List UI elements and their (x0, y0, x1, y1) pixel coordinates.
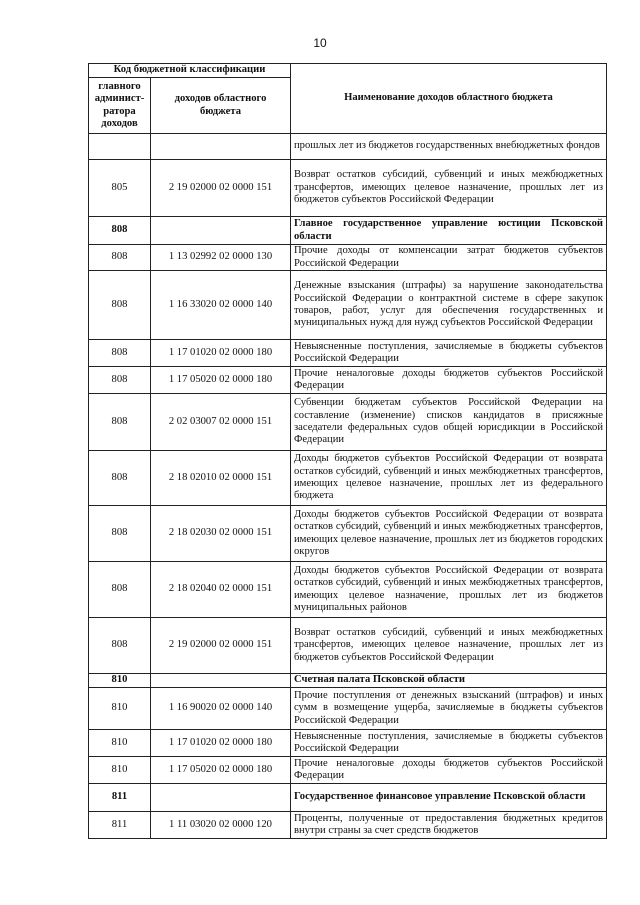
admin-code-cell: 808 (89, 506, 151, 562)
table-row (89, 812, 607, 839)
revenue-code-cell (151, 217, 291, 245)
revenue-code-cell: 2 02 03007 02 0000 151 (151, 394, 291, 451)
admin-code-cell: 808 (89, 562, 151, 618)
revenue-name-cell: Государственное финансовое управление Псковской области (291, 784, 607, 812)
revenue-code-cell (151, 134, 291, 160)
table-row (89, 271, 607, 340)
revenue-name-cell: Возврат остатков субсидий, субвенций и иных межбюджетных трансфертов, имеющих целевое назначение, прошлых лет из бюджетов субъектов Российской Федерации (291, 160, 607, 217)
revenue-name-cell: Проценты, полученные от предоставления бюджетных кредитов внутри страны за счет средств бюджетов (291, 812, 607, 839)
admin-code-cell: 808 (89, 394, 151, 451)
revenue-name-cell: Доходы бюджетов субъектов Российской Федерации от возврата остатков субсидий, субвенций и иных межбюджетных трансфертов, имеющих целевое назначение, прошлых лет из бюджетов городских округов (291, 506, 607, 562)
revenue-code-cell: 2 19 02000 02 0000 151 (151, 618, 291, 674)
page-number: 10 (313, 36, 327, 50)
revenue-name-cell: Прочие неналоговые доходы бюджетов субъектов Российской Федерации (291, 367, 607, 394)
admin-code-cell: 808 (89, 217, 151, 245)
revenue-code-cell: 2 18 02040 02 0000 151 (151, 562, 291, 618)
table-row (89, 134, 607, 160)
admin-code-cell: 808 (89, 340, 151, 367)
revenue-code-cell: 2 18 02030 02 0000 151 (151, 506, 291, 562)
admin-code-cell: 810 (89, 688, 151, 730)
revenue-code-cell: 1 11 03020 02 0000 120 (151, 812, 291, 839)
table-row (89, 245, 607, 271)
revenue-code-cell: 1 17 01020 02 0000 180 (151, 730, 291, 757)
revenue-name-cell: Главное государственное управление юстиции Псковской области (291, 217, 607, 245)
admin-code-cell: 808 (89, 367, 151, 394)
revenue-name-cell: прошлых лет из бюджетов государственных внебюджетных фондов (291, 134, 607, 160)
revenue-code-cell: 1 17 05020 02 0000 180 (151, 757, 291, 784)
revenue-name-cell: Доходы бюджетов субъектов Российской Федерации от возврата остатков субсидий, субвенций и иных межбюджетных трансфертов, имеющих целевое назначение, прошлых лет из бюджетов муниципальных районов (291, 562, 607, 618)
table-row (89, 217, 607, 245)
revenue-name-cell: Возврат остатков субсидий, субвенций и иных межбюджетных трансфертов, имеющих целевое назначение, прошлых лет из бюджетов субъектов Российской Федерации (291, 618, 607, 674)
table-row (89, 618, 607, 674)
admin-code-cell (89, 134, 151, 160)
table-row (89, 394, 607, 451)
revenue-name-cell: Невыясненные поступления, зачисляемые в бюджеты субъектов Российской Федерации (291, 730, 607, 757)
revenue-name-cell: Счетная палата Псковской области (291, 674, 607, 688)
table-row (89, 506, 607, 562)
revenue-name-cell: Денежные взыскания (штрафы) за нарушение законодательства Российской Федерации о контрактной системе в сфере закупок товаров, работ, услуг для обеспечения государственных и муниципальных нужд для нужд субъектов Российской Федерации (291, 271, 607, 340)
budget-classification-table (88, 63, 607, 839)
admin-code-cell: 808 (89, 451, 151, 506)
revenue-code-cell: 2 19 02000 02 0000 151 (151, 160, 291, 217)
revenue-code-cell: 1 17 01020 02 0000 180 (151, 340, 291, 367)
table-row (89, 562, 607, 618)
revenue-name-cell: Субвенции бюджетам субъектов Российской Федерации на составление (изменение) списков кандидатов в присяжные заседатели федеральных судов общей юрисдикции в Российской Федерации (291, 394, 607, 451)
header-name-column: Наименование доходов областного бюджета (291, 64, 607, 134)
revenue-name-cell: Прочие доходы от компенсации затрат бюджетов субъектов Российской Федерации (291, 245, 607, 271)
table-row (89, 160, 607, 217)
admin-code-cell: 808 (89, 618, 151, 674)
admin-code-cell: 810 (89, 757, 151, 784)
revenue-code-cell: 1 17 05020 02 0000 180 (151, 367, 291, 394)
revenue-code-cell: 1 16 90020 02 0000 140 (151, 688, 291, 730)
header-group: Код бюджетной классификации (89, 64, 291, 78)
revenue-name-cell: Прочие неналоговые доходы бюджетов субъектов Российской Федерации (291, 757, 607, 784)
admin-code-cell: 810 (89, 730, 151, 757)
table-row (89, 674, 607, 688)
table-row (89, 688, 607, 730)
table-row (89, 784, 607, 812)
revenue-code-cell: 2 18 02010 02 0000 151 (151, 451, 291, 506)
table-row (89, 367, 607, 394)
table-row (89, 730, 607, 757)
table-body (89, 134, 607, 839)
admin-code-cell: 811 (89, 812, 151, 839)
admin-code-cell: 808 (89, 245, 151, 271)
admin-code-cell: 808 (89, 271, 151, 340)
admin-code-cell: 805 (89, 160, 151, 217)
table-row (89, 451, 607, 506)
revenue-name-cell: Невыясненные поступления, зачисляемые в бюджеты субъектов Российской Федерации (291, 340, 607, 367)
admin-code-cell: 811 (89, 784, 151, 812)
header-admin-column: главного админист-ратора доходов (89, 78, 151, 134)
revenue-code-cell (151, 674, 291, 688)
revenue-code-cell: 1 16 33020 02 0000 140 (151, 271, 291, 340)
header-code-column: доходов областного бюджета (151, 78, 291, 134)
table-row (89, 340, 607, 367)
revenue-code-cell (151, 784, 291, 812)
table-row (89, 757, 607, 784)
revenue-name-cell: Доходы бюджетов субъектов Российской Федерации от возврата остатков субсидий, субвенций и иных межбюджетных трансфертов, имеющих целевое назначение, прошлых лет из федерального бюджета (291, 451, 607, 506)
revenue-name-cell: Прочие поступления от денежных взысканий (штрафов) и иных сумм в возмещение ущерба, зачисляемые в бюджеты субъектов Российской Федерации (291, 688, 607, 730)
revenue-code-cell: 1 13 02992 02 0000 130 (151, 245, 291, 271)
admin-code-cell: 810 (89, 674, 151, 688)
